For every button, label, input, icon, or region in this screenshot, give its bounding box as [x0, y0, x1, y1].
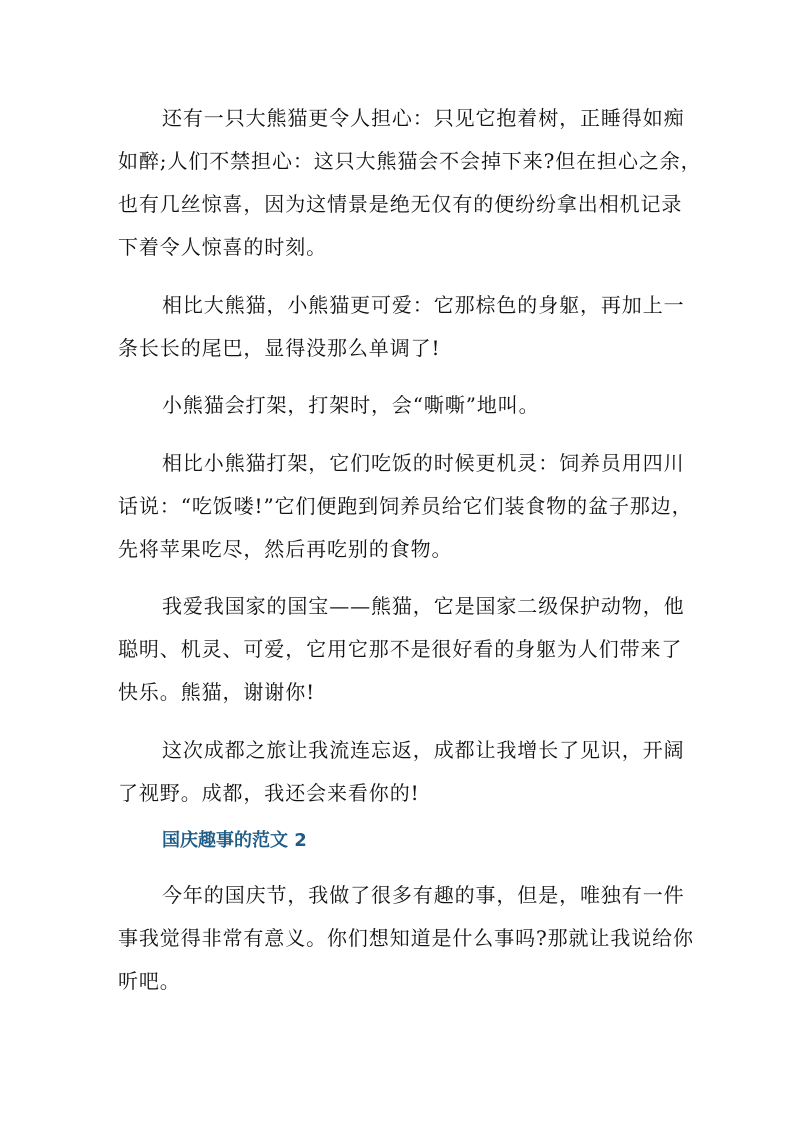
paragraph-4-line-1: 相比小熊猫打架，它们吃饭的时候更机灵：饲养员用四川	[162, 451, 685, 475]
paragraph-7-line-3: 听吧。	[118, 969, 181, 993]
paragraph-6-line-1: 这次成都之旅让我流连忘返，成都让我增长了见识，开阔	[162, 738, 685, 762]
paragraph-1-line-1: 还有一只大熊猫更令人担心：只见它抱着树，正睡得如痴	[162, 106, 685, 130]
section-heading: 国庆趣事的范文 2	[162, 830, 307, 851]
paragraph-7-line-2: 事我觉得非常有意义。你们想知道是什么事吗?那就让我说给你	[118, 926, 694, 950]
paragraph-5-line-2: 聪明、机灵、可爱，它用它那不是很好看的身躯为人们带来了	[118, 637, 683, 661]
paragraph-1-line-2: 如醉;人们不禁担心：这只大熊猫会不会掉下来?但在担心之余，	[118, 149, 702, 173]
paragraph-2-line-2: 条长长的尾巴，显得没那么单调了!	[118, 336, 441, 360]
paragraph-3-line-1: 小熊猫会打架，打架时，会“嘶嘶”地叫。	[162, 393, 540, 417]
paragraph-5-line-3: 快乐。熊猫，谢谢你!	[118, 680, 316, 704]
paragraph-6-line-2: 了视野。成都，我还会来看你的!	[118, 781, 420, 805]
paragraph-2-line-1: 相比大熊猫，小熊猫更可爱：它那棕色的身躯，再加上一	[162, 293, 685, 317]
paragraph-4-line-2: 话说：“吃饭喽!”它们便跑到饲养员给它们装食物的盆子那边，	[118, 494, 693, 518]
paragraph-7-line-1: 今年的国庆节，我做了很多有趣的事，但是，唯独有一件	[162, 883, 685, 907]
paragraph-4-line-3: 先将苹果吃尽，然后再吃别的食物。	[118, 537, 453, 561]
paragraph-1-line-4: 下着令人惊喜的时刻。	[118, 235, 327, 259]
paragraph-5-line-1: 我爱我国家的国宝——熊猫，它是国家二级保护动物，他	[162, 594, 685, 618]
paragraph-1-line-3: 也有几丝惊喜，因为这情景是绝无仅有的便纷纷拿出相机记录	[118, 192, 683, 216]
